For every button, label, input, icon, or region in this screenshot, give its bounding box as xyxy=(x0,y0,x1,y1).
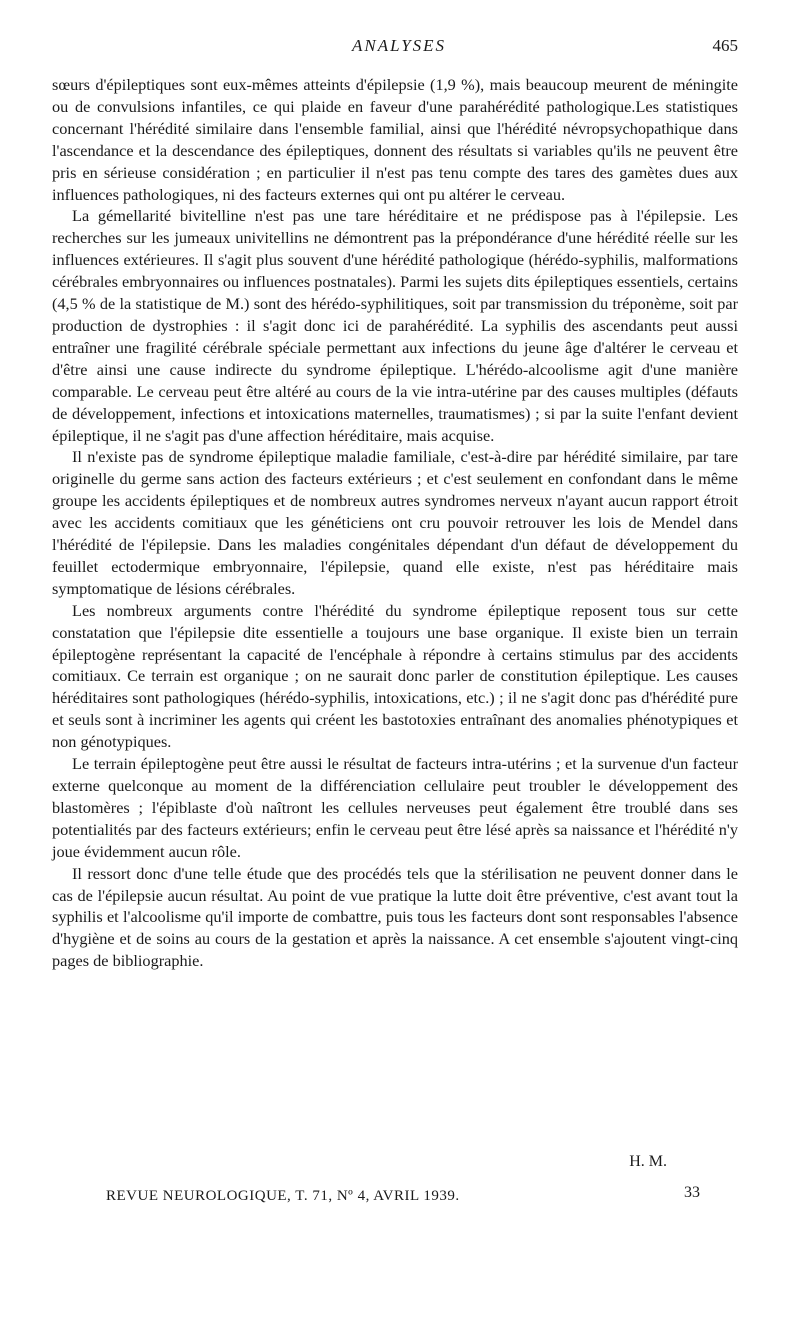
paragraph-conclusion: Il ressort donc d'une telle étude que des procédés tels que la stérilisation ne peuvent donner dans le cas de l'épilepsie aucun résultat. Au point de vue pratique la lutte doit être préventive, c'est avant tout la syphilis et l'alcoolisme qu'il importe de combattre, puis tous les facteurs dont sont responsables l'absence d'hygiène et de soins au cours de la gestation et après la naissance. A cet ensemble s'ajoutent vingt-cinq pages de bibliographie. xyxy=(52,863,738,971)
running-title: ANALYSES xyxy=(351,36,447,55)
paragraph-terrain: Le terrain épileptogène peut être aussi le résultat de facteurs intra-utérins ; et la survenue d'un facteur externe quelconque au moment de la différenciation cellulaire peut troubler le développement des blastomères ; l'épiblaste d'où naîtront les cellules nerveuses peut également être troublé dans ses potentialités par des facteurs extérieurs; enfin le cerveau peut être lésé après sa naissance et l'hérédité n'y joue évidemment aucun rôle. xyxy=(52,754,738,861)
paragraph-twins: La gémellarité bivitelline n'est pas une tare héréditaire et ne prédispose pas à l'épilepsie. Les recherches sur les jumeaux univitellins ne démontrent pas la prépondérance d'une hérédité réelle sur les influences extérieures. Il s'agit plus souvent d'une hérédité pathologique (hérédo-syphilis, malformations cérébrales embryonnaires ou influences postnatales). Parmi les sujets dits épileptiques essentiels, certains (4,5 % de la statistique de M.) sont des hérédo-syphilitiques, soit par transmission du tréponème, soit par production de dystrophies : il s'agit donc ici de parahérédité. La syphilis des ascendants peut aussi entraîner une fragilité cérébrale spéciale permettant aux infections du jeune âge d'altérer le cerveau et d'être ainsi une cause indirecte du syndrome épileptique. L'hérédo-alcoolisme agit d'une manière comparable. Le cerveau peut être altéré au cours de la vie intra-utérine par des causes multiples (défauts de développement, infections et intoxications maternelles, traumatismes) ; si par la suite l'enfant devient épileptique, il ne s'agit pas d'une affection héréditaire, mais acquise. xyxy=(52,206,738,445)
article-body xyxy=(52,74,738,972)
paragraph-continuation: sœurs d'épileptiques sont eux-mêmes atteints d'épilepsie (1,9 %), mais beaucoup meurent de méningite ou de convulsions infantiles, ce qui plaide en faveur d'une parahérédité pathologique.Les statistiques concernant l'hérédité similaire dans l'ensemble familial, ainsi que l'hérédité névropsychopathique dans l'ascendance et la descendance des épileptiques, donnent des résultats si variables qu'ils ne peuvent être pris en sérieuse considération ; en particulier il n'est pas tenu compte des tares des gamètes dues aux influences pathologiques, ni des facteurs externes qui ont pu altérer le cerveau. xyxy=(52,75,738,204)
page-header xyxy=(60,36,738,64)
page-footer xyxy=(106,1184,700,1212)
sheet-number: 33 xyxy=(684,1184,700,1201)
journal-citation: REVUE NEUROLOGIQUE, T. 71, Nº 4, AVRIL 1939. xyxy=(106,1188,460,1204)
paragraph-arguments: Les nombreux arguments contre l'hérédité du syndrome épileptique reposent tous sur cette constatation que l'épilepsie dite essentielle a toujours une base organique. Il existe bien un terrain épileptogène représentant la capacité de l'encéphale à répondre à certains stimulus par des accidents comitiaux. Ce terrain est organique ; on ne saurait donc parler de constitution épileptique. Les causes héréditaires sont pathologiques (hérédo-syphilis, intoxications, etc.) ; il ne s'agit donc pas d'hérédité pure et seuls sont à incriminer les agents qui créent les bastotoxies entraînant des anomalies phénotypiques et non génotypiques. xyxy=(52,600,738,752)
paragraph-familial: Il n'existe pas de syndrome épileptique maladie familiale, c'est-à-dire par hérédité similaire, par tare originelle du germe sans action des facteurs extérieurs ; et c'est seulement en confondant dans le même groupe les accidents épileptiques et de nombreux autres syndromes nerveux n'ayant aucun rapport étroit avec les accidents comitiaux que les généticiens ont cru pouvoir retrouver les lois de Mendel dans l'hérédité de l'épilepsie. Dans les maladies congénitales dépendant d'un défaut de développement du feuillet ectodermique embryonnaire, l'épilepsie, quand elle existe, n'est pas héréditaire mais symptomatique de lésions cérébrales. xyxy=(52,447,738,598)
page-number: 465 xyxy=(712,36,738,55)
author-initials: H. M. xyxy=(629,1153,667,1170)
